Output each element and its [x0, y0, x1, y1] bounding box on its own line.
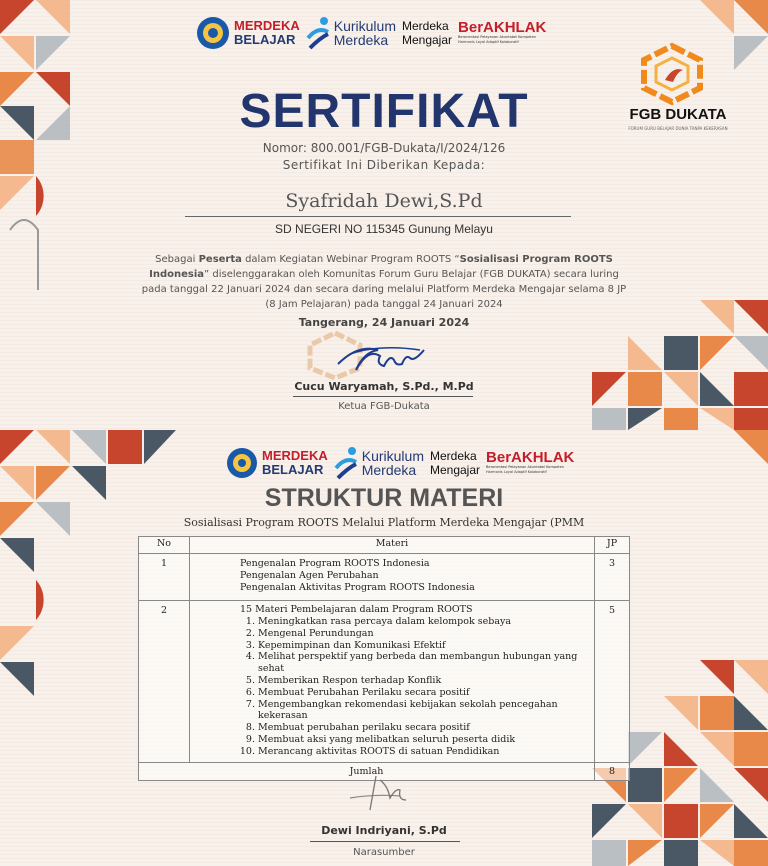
kurikulum-merdeka-logo — [306, 16, 396, 50]
fgb-logo-name: FGB DUKATA — [629, 106, 727, 123]
signature-line — [310, 841, 460, 842]
header-materi: Materi — [190, 537, 595, 554]
logo-text: BELAJAR — [234, 32, 296, 47]
total-label: Jumlah — [139, 762, 595, 780]
list-item: 3. Kepemimpinan dan Komunikasi Efektif — [258, 640, 590, 652]
signer-name: Cucu Waryamah, S.Pd., M.Pd — [294, 380, 474, 393]
participant-role: Peserta — [198, 254, 242, 265]
name-underline — [185, 216, 571, 217]
tut-wuri-icon — [196, 16, 230, 50]
certificate-number: Nomor: 800.001/FGB-Dukata/I/2024/126 — [262, 141, 506, 155]
list-item: 5. Memberikan Respon terhadap Konflik — [258, 675, 590, 687]
logo-tagline: Berorientasi Pelayanan Akuntabel Kompeten — [486, 465, 564, 469]
list-item: 7. Mengembangkan rekomendasi kebijakan sekolah pencegahan kekerasan — [258, 699, 590, 723]
structure-subtitle: Sosialisasi Program ROOTS Melalui Platform Merdeka Mengajar (PMM — [183, 516, 585, 529]
materi-line: Pengenalan Aktivitas Program ROOTS Indonesia — [240, 582, 475, 593]
recipient-school: SD NEGERI NO 115345 Gunung Melayu — [275, 222, 493, 236]
materi-line: Pengenalan Agen Perubahan — [240, 570, 379, 581]
partner-logos-2 — [226, 446, 574, 480]
program-name: Sosialisasi Program ROOTS Indonesia — [149, 254, 613, 280]
list-item: 1. Meningkatkan rasa percaya dalam kelompok sebaya — [258, 616, 590, 628]
berakhlak-logo — [486, 451, 574, 475]
logo-text: Merdeka — [361, 462, 417, 478]
row-jp: 5 — [595, 601, 630, 763]
body-text: ” diselenggarakan oleh Komunitas Forum Guru Belajar (FGB DUKATA) secara luring pada tanggal 22 Januari 2024 dan secara daring melalui Platform Merdeka Mengajar selama 8 JP (8 Jam Pelajaran) pada tanggal 24 Januari 2024 — [141, 269, 627, 310]
materi-heading: 15 Materi Pembelajaran dalam Program ROOTS — [240, 604, 473, 615]
signature-image — [330, 336, 440, 376]
merdeka-mengajar-logo — [430, 449, 480, 477]
logo-text: Mengajar — [401, 33, 453, 47]
table-header-row — [139, 537, 630, 554]
logo-tagline: Harmonis Loyal Adaptif Kolaboratif — [458, 40, 519, 44]
signature-image-2 — [346, 772, 426, 816]
header-no: No — [139, 537, 190, 554]
partner-logos — [196, 16, 546, 50]
logo-text: Kurikulum — [361, 448, 424, 464]
logo-tagline: Berorientasi Pelayanan Akuntabel Kompeten — [458, 35, 536, 39]
logo-text: BerAKHLAK — [486, 449, 575, 466]
merdeka-belajar-logo — [196, 16, 300, 50]
body-text: Sebagai — [155, 254, 199, 265]
row-number: 2 — [139, 601, 190, 763]
row-jp: 3 — [595, 554, 630, 601]
logo-text: BELAJAR — [262, 462, 324, 477]
signature-line — [293, 396, 473, 397]
table-row — [139, 601, 630, 763]
speaker-role: Narasumber — [353, 847, 415, 858]
given-to-label: Sertifikat Ini Diberikan Kepada: — [282, 158, 486, 172]
certificate-body — [140, 252, 628, 312]
materi-list — [240, 616, 590, 758]
logo-text: MERDEKA — [234, 18, 300, 33]
header-jp: JP — [595, 537, 630, 554]
merdeka-belajar-logo — [226, 447, 328, 479]
table-row — [139, 554, 630, 601]
structure-title: STRUKTUR MATERI — [264, 484, 504, 512]
body-text: dalam Kegiatan Webinar Program ROOTS “ — [241, 254, 460, 265]
logo-text: Merdeka — [401, 19, 449, 33]
berakhlak-logo — [458, 21, 546, 45]
kurikulum-icon — [334, 446, 358, 480]
logo-tagline: Harmonis Loyal Adaptif Kolaboratif — [486, 470, 547, 474]
logo-text: Merdeka — [333, 32, 389, 48]
logo-text: Merdeka — [429, 449, 477, 463]
fgb-logo-tagline: FORUM GURU BELAJAR DUNIA TANPA KEKERASAN — [628, 126, 728, 131]
list-item: 10. Merancang aktivitas ROOTS di satuan Pendidikan — [258, 746, 590, 758]
list-item: 2. Mengenal Perundungan — [258, 628, 590, 640]
merdeka-mengajar-logo — [402, 19, 452, 47]
place-date: Tangerang, 24 Januari 2024 — [298, 316, 470, 329]
speaker-name: Dewi Indriyani, S.Pd — [321, 824, 447, 837]
materi-line: Pengenalan Program ROOTS Indonesia — [240, 558, 430, 569]
signer-role: Ketua FGB-Dukata — [338, 401, 430, 412]
total-jp: 8 — [595, 762, 630, 780]
kurikulum-icon — [306, 16, 330, 50]
certificate-page — [0, 0, 768, 430]
logo-text: BerAKHLAK — [458, 19, 547, 36]
list-item: 4. Melihat perspektif yang berbeda dan membangun hubungan yang sehat — [258, 651, 590, 675]
list-item: 6. Membuat Perubahan Perilaku secara positif — [258, 687, 590, 699]
logo-text: Kurikulum — [333, 18, 396, 34]
recipient-name: Syafridah Dewi,S.Pd — [285, 190, 483, 212]
material-table — [138, 536, 630, 781]
kurikulum-merdeka-logo — [334, 446, 424, 480]
list-item: 9. Membuat aksi yang melibatkan seluruh peserta didik — [258, 734, 590, 746]
certificate-title: SERTIFIKAT — [239, 85, 529, 138]
row-number: 1 — [139, 554, 190, 601]
list-item: 8. Membuat perubahan perilaku secara positif — [258, 722, 590, 734]
tut-wuri-icon — [226, 447, 258, 479]
logo-text: Mengajar — [429, 463, 481, 477]
logo-text: MERDEKA — [262, 448, 328, 463]
